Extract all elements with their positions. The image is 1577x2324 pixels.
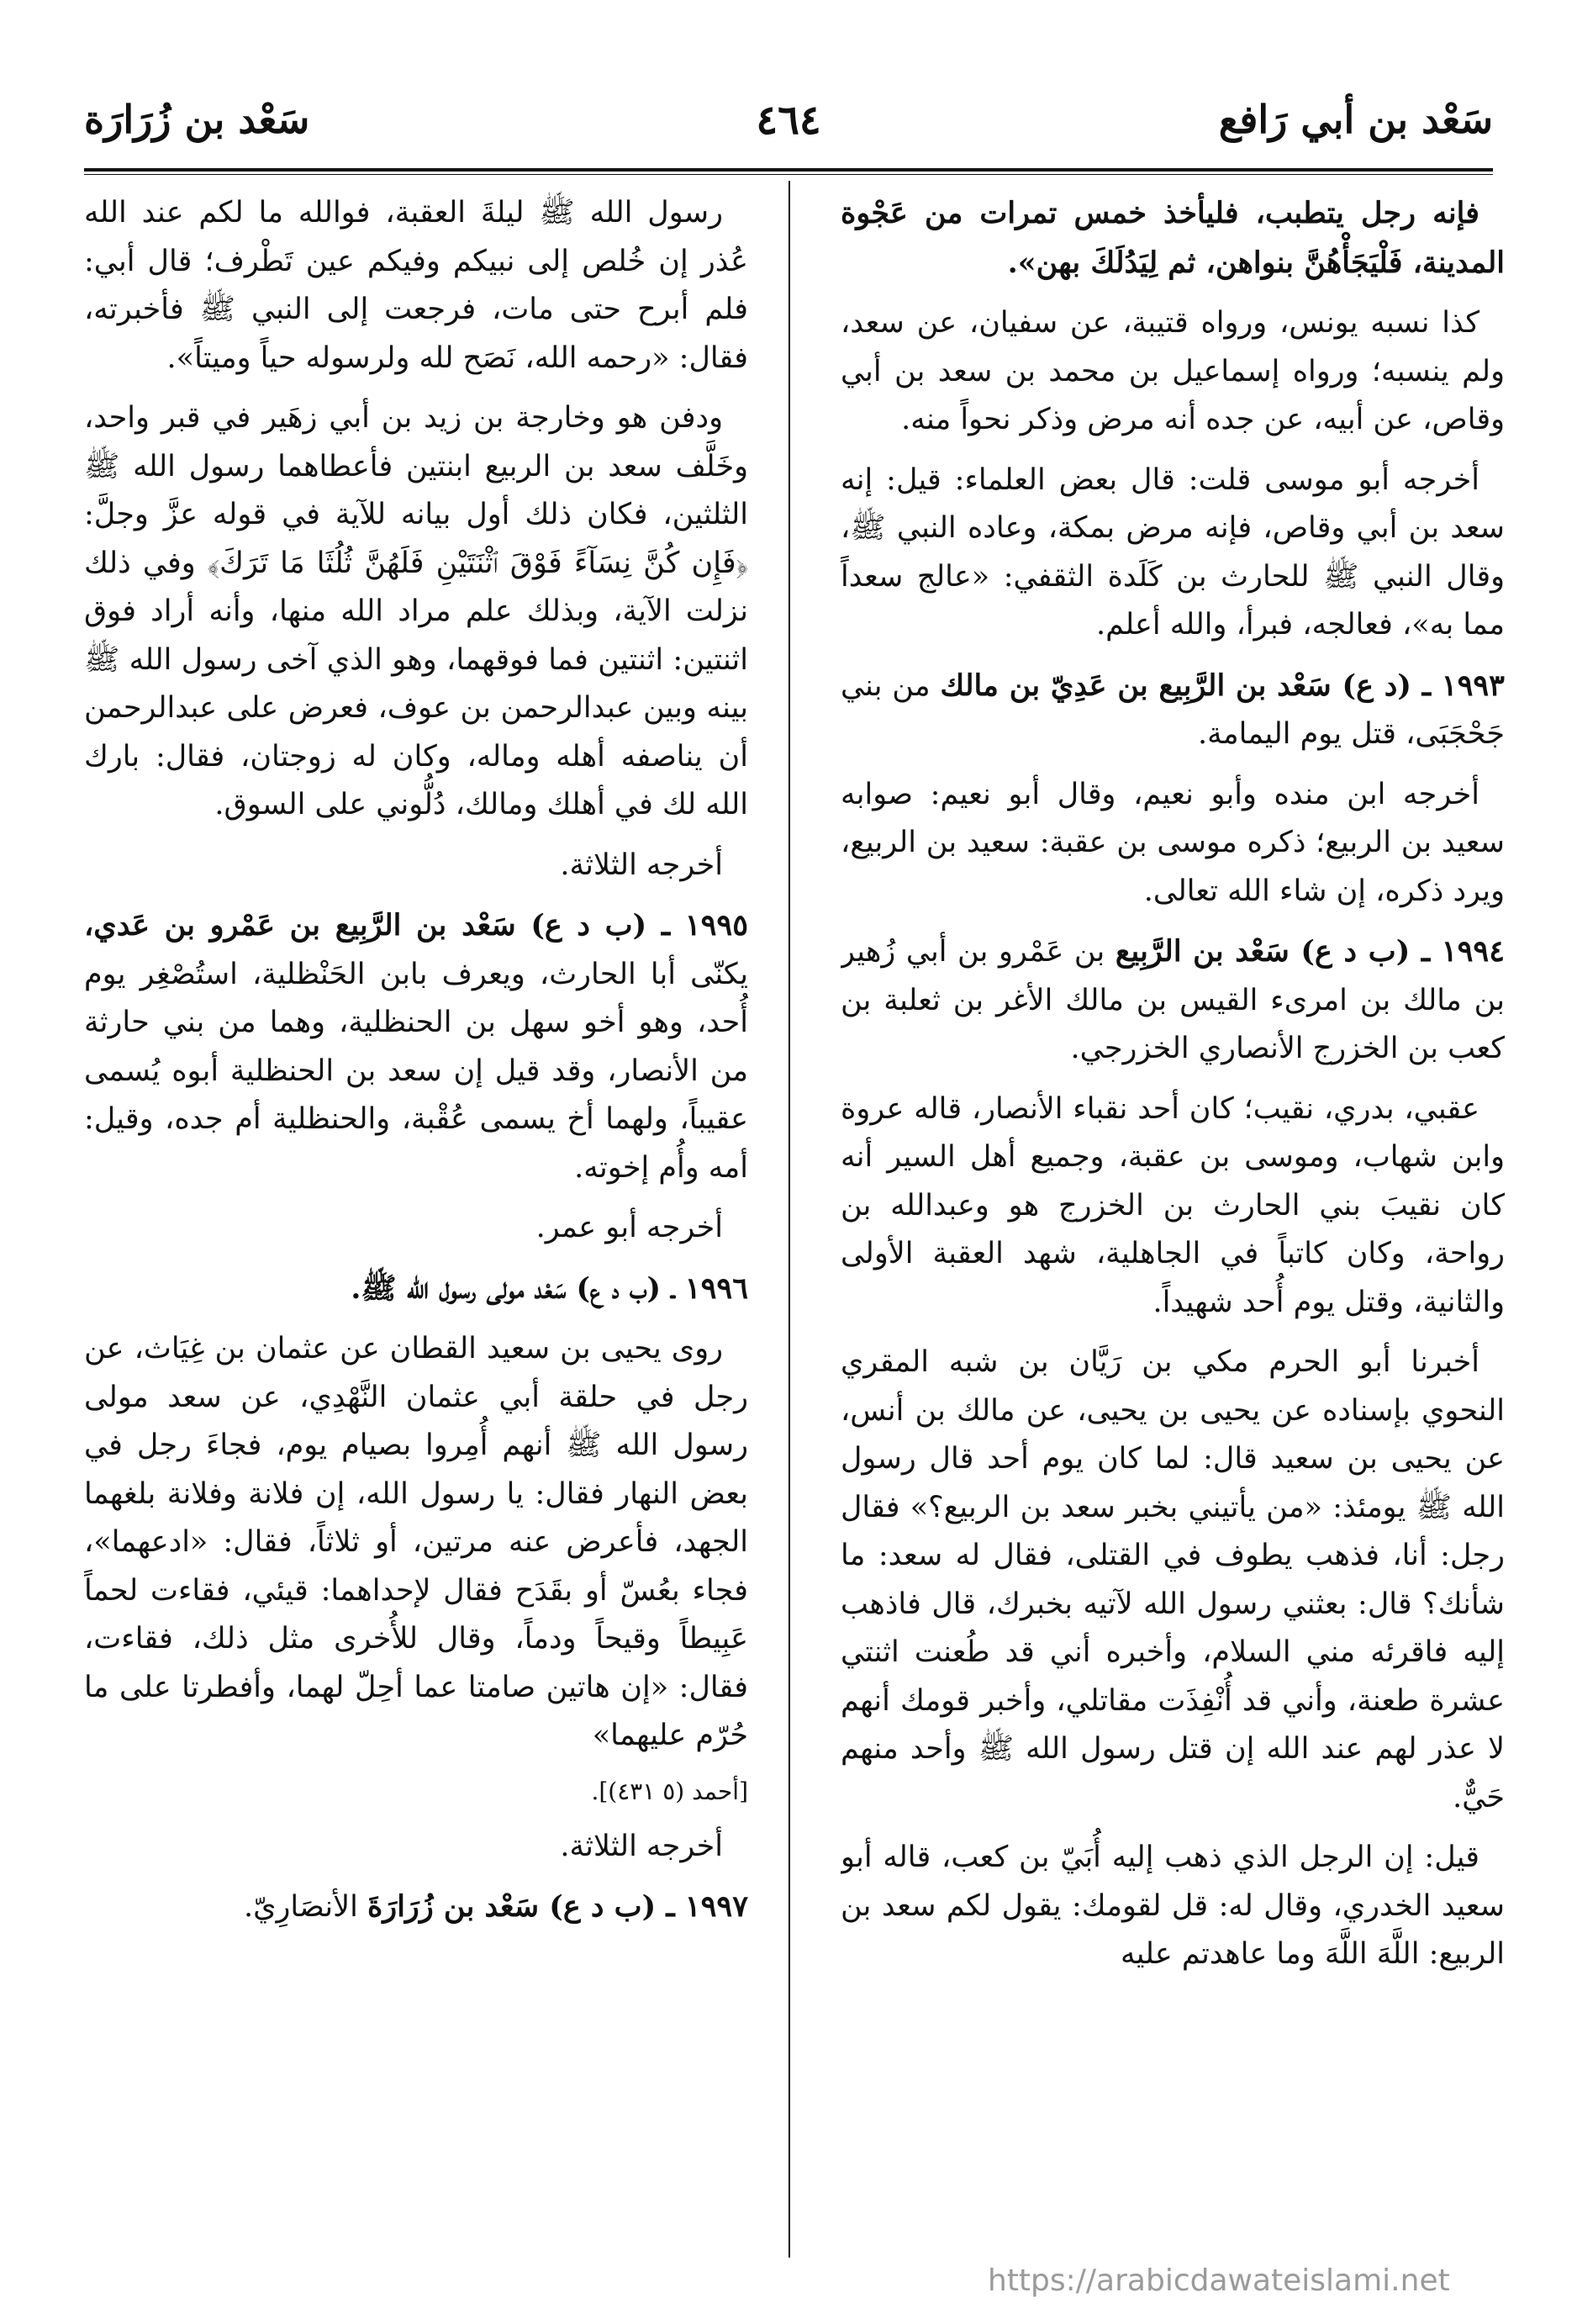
text-run: روى يحيى بن سعيد القطان عن عثمان بن غِيَاث، عن رجل في حلقة أبي عثمان النَّهْدِي، عن سعد مولى رسول الله ﷺ أنهم أُمِروا بصيام يوم، فجاءَ رجل في بعض النهار فقال: يا رسول الله، إن فلانة وفلانة بلغهما الجهد، فأعرض عنه مرتين، أو ثلاثاً، فقال: «ادعهما»، فجاء بعُسّ أو بقَدَح فقال لإحداهما: قيئي، فقاءت لحماً عَبِيطاً وقيحاً ودماً، وقال للأُخرى مثل ذلك، فقاءت، فقال: «إن هاتين صامتا عما أحِلّ لهما، وأفطرتا على ما حُرّم عليهما»: [84, 1332, 748, 1752]
text-paragraph: [841, 189, 1505, 288]
text-paragraph: [841, 1834, 1505, 1979]
text-run: الأنصَارِيّ.: [243, 1890, 358, 1924]
running-title-right: سَعْد بن أبي رَافع: [1218, 97, 1493, 142]
text-paragraph: [84, 189, 748, 383]
entry-heading-paragraph: [841, 662, 1505, 759]
text-paragraph: [84, 842, 748, 890]
watermark-url: https://arabicdawateislami.net: [988, 2263, 1450, 2298]
page-number: ٤٦٤: [756, 97, 821, 144]
text-run: رسول الله ﷺ ليلةَ العقبة، فوالله ما لكم عند الله عُذر إن خُلص إلى نبيكم وفيكم عين تَطْرف؛ قال أبي: فلم أبرح حتى مات، فرجعت إلى النبي ﷺ فأخبرته، فقال: «رحمه الله، نَصَح لله ولرسوله حياً وميتاً».: [84, 196, 748, 375]
left-column: [84, 189, 748, 2249]
text-run: بن عَمْرو بن أبي زُهير بن مالك بن امرىء القيس بن مالك الأغر بن ثعلبة بن كعب بن الخزرج الأنصاري الخزرجي.: [841, 935, 1505, 1065]
text-run: من بني جَحْجَبَى، قتل يوم اليمامة.: [841, 668, 1505, 751]
text-paragraph: [84, 1204, 748, 1253]
text-run: [أحمد (٥ ٤٣١)].: [591, 1777, 748, 1805]
running-title-left: سَعْد بن زُرَارَة: [84, 97, 310, 142]
text-paragraph: [84, 1325, 748, 1761]
entry-heading-paragraph: [84, 1265, 748, 1314]
text-paragraph: [84, 394, 748, 830]
text-run: أخرجه ابن منده وأبو نعيم، وقال أبو نعيم: صوابه سعيد بن الربيع؛ ذكره موسى بن عقبة: سعيد بن الربيع، ويرد ذكره، إن شاء الله تعالى.: [841, 777, 1505, 908]
text-run: عقبي، بدري، نقيب؛ كان أحد نقباء الأنصار، قاله عروة وابن شهاب، وموسى بن عقبة، وجميع أهل السير أنه كان نقيبَ بني الحارث بن الخزرج هو وعبدالله بن رواحة، وكان كاتباً في الجاهلية، شهد العقبة الأولى والثانية، وقتل يوم أُحد شهيداً.: [841, 1091, 1505, 1319]
text-paragraph: [841, 771, 1505, 916]
text-paragraph: [84, 1823, 748, 1872]
text-paragraph: [841, 1339, 1505, 1822]
text-paragraph: [841, 457, 1505, 650]
bold-run: فإنه رجل يتطبب، فليأخذ خمس تمرات من عَجْوة المدينة، فَلْيَجَأْهُنَّ بنواهن، ثم لِيَدُلَكَ بهن».: [841, 196, 1505, 280]
text-paragraph: [841, 1085, 1505, 1328]
bold-run: ١٩٩٦ ـ (ب د ع) سَعْد مولى رسول الله ﷺ.: [351, 1270, 748, 1306]
bold-run: ١٩٩٣ ـ (د ع) سَعْد بن الرَّبِيع بن عَدِيّ بن مالك: [940, 668, 1505, 703]
page-header: [84, 80, 1493, 156]
bold-run: ١٩٩٧ ـ (ب د ع) سَعْد بن زُرَارَةَ: [367, 1889, 748, 1924]
bold-run: ١٩٩٤ ـ (ب د ع) سَعْد بن الرَّبِيع: [1115, 934, 1505, 969]
header-rule: [84, 168, 1493, 175]
bold-run: ١٩٩٥ ـ (ب د ع) سَعْد بن الرَّبِيع بن عَمْرو بن عَدي،: [84, 908, 748, 943]
text-run: أخبرنا أبو الحرم مكي بن رَيَّان بن شبه المقري النحوي بإسناده عن يحيى بن يحيى، عن مالك بن أنس، عن يحيى بن سعيد قال: لما كان يوم أحد قال رسول الله ﷺ يومئذ: «من يأتيني بخبر سعد بن الربيع؟» فقال رجل: أنا، فذهب يطوف في القتلى، فقال له سعد: ما شأنك؟ قال: بعثني رسول الله لآتيه بخبرك، قال فاذهب إليه فاقرئه مني السلام، وأخبره أني قد طُعنت اثنتي عشرة طعنة، وأني قد أُنْفِذَت مقاتلي، وأخبر قومك أنهم لا عذر لهم عند الله إن قتل رسول الله ﷺ وأحد منهم حَيٌّ.: [841, 1345, 1505, 1814]
right-column: [841, 189, 1505, 2249]
text-run: أخرجه الثلاثة.: [560, 1829, 723, 1863]
text-run: أخرجه الثلاثة.: [560, 848, 723, 882]
text-run: كذا نسبه يونس، ورواه قتيبة، عن سفيان، عن سعد، ولم ينسبه؛ ورواه إسماعيل بن محمد بن سعد بن أبي وقاص، عن أبيه، عن جده أنه مرض وذكر نحواً منه.: [841, 306, 1505, 436]
text-run: قيل: إن الرجل الذي ذهب إليه أُبَيّ بن كعب، قاله أبو سعيد الخدري، وقال له: قل لقومك: يقول لكم سعد بن الربيع: اللَّهَ اللَّهَ وما عاهدتم عليه: [841, 1841, 1505, 1971]
text-run: ودفن هو وخارجة بن زيد بن أبي زهَير في قبر واحد، وخَلَّف سعد بن الربيع ابنتين فأعطاهما رسول الله ﷺ الثلثين، فكان ذلك أول بيانه للآية في قوله عزَّ وجلَّ: ﴿فَإِن كُنَّ نِسَآءً فَوْقَ ٱثْنَتَيْنِ فَلَهُنَّ ثُلُثَا مَا تَرَكَ﴾ وفي ذلك نزلت الآية، وبذلك علم مراد الله منها، وأنه أراد فوق اثنتين: اثنتين فما فوقهما، وهو الذي آخى رسول الله ﷺ بينه وبين عبدالرحمن بن عوف، فعرض على عبدالرحمن أن يناصفه أهله وماله، وكان له زوجتان، فقال: بارك الله لك في أهلك ومالك، دُلُّوني على السوق.: [84, 401, 748, 821]
column-divider: [788, 181, 790, 2258]
entry-heading-paragraph: [84, 901, 748, 1192]
text-run: أخرجه أبو عمر.: [535, 1211, 723, 1244]
entry-heading-paragraph: [84, 1883, 748, 1932]
source-citation: [84, 1772, 748, 1811]
text-paragraph: [841, 299, 1505, 445]
entry-heading-paragraph: [841, 927, 1505, 1074]
text-run: يكنّى أبا الحارث، ويعرف بابن الحَنْظلية، استُصْغِر يوم أُحد، وهو أخو سهل بن الحنظلية، وهما من بني حارثة من الأنصار، وقد قيل إن سعد بن الحنظلية أبوه يُسمى عقيباً، ولهما أخ يسمى عُقْبة، والحنظلية أم جده، وقيل: أمه وأُم إخوته.: [84, 957, 748, 1185]
text-run: أخرجه أبو موسى قلت: قال بعض العلماء: قيل: إنه سعد بن أبي وقاص، فإنه مرض بمكة، وعاده النبي ﷺ، وقال النبي ﷺ للحارث بن كَلَدة الثقفي: «عالج سعداً مما به»، فعالجه، فبرأ، والله أعلم.: [841, 462, 1505, 642]
